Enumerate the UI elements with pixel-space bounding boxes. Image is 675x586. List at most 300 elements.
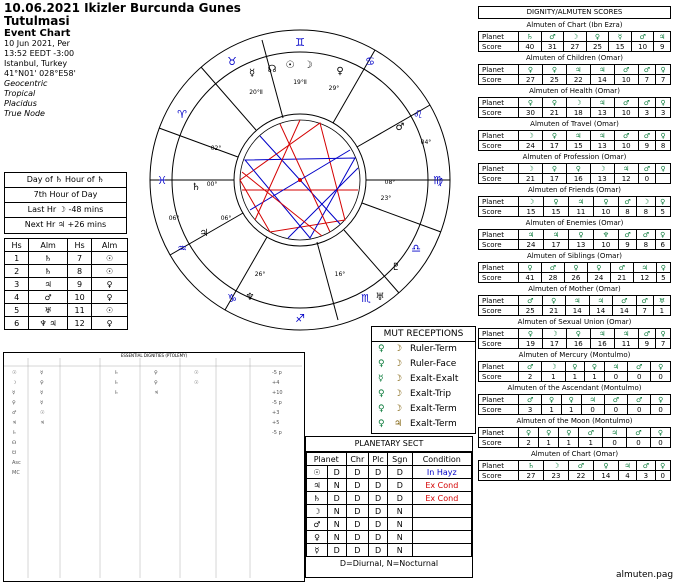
planet-glyph: ♀ (539, 428, 559, 438)
planet-glyph: ♀ (651, 362, 671, 372)
score-value: 4 (618, 471, 636, 481)
planet-glyph: ♆ (593, 230, 618, 240)
cell: N (388, 518, 413, 531)
planet-glyph: ♃ (589, 296, 613, 306)
row-label: Planet (479, 197, 519, 207)
score-value: 9 (618, 240, 636, 250)
table-row (479, 395, 671, 405)
planet-glyph: ♂ (638, 329, 656, 339)
svg-text:☽: ☽ (303, 60, 313, 71)
svg-text:☿: ☿ (40, 390, 44, 396)
row-label: Score (479, 339, 519, 349)
almuten-block-title: Almuten of Chart (Omar) (530, 450, 619, 458)
svg-text:♀: ♀ (40, 380, 44, 386)
svg-text:06°: 06° (168, 215, 180, 222)
planetary-sect-table (306, 452, 472, 557)
score-value: 16 (566, 174, 590, 184)
almuten-block-title: Almuten of Mother (Omar) (528, 285, 621, 293)
score-value: 1 (559, 438, 579, 448)
cell: ♂ (29, 291, 68, 304)
cell (412, 531, 471, 544)
cell: ♄ (29, 265, 68, 278)
score-value: 0 (604, 372, 627, 382)
svg-text:26°: 26° (254, 271, 266, 278)
planet-a: ♀ (378, 404, 385, 414)
zodiac-system: Tropical (4, 89, 36, 98)
column-header: Chr (346, 453, 369, 466)
planet-glyph: ♂ (519, 362, 542, 372)
cell: D (346, 492, 369, 505)
planet-glyph: ♂ (631, 32, 654, 42)
score-value: 0 (604, 405, 627, 415)
svg-text:+10: +10 (272, 390, 283, 396)
cell: ♅ (29, 304, 68, 317)
score-value: 0 (627, 438, 651, 448)
planet-glyph: ♀ (542, 164, 566, 174)
score-value: 14 (593, 471, 618, 481)
svg-text:☿: ☿ (248, 68, 256, 79)
reception-row (372, 342, 475, 357)
cell: 7 (67, 252, 91, 265)
cell: N (388, 531, 413, 544)
planet-glyph: ☽ (519, 197, 544, 207)
dignity-almuten-title: DIGNITY/ALMUTEN SCORES (478, 6, 671, 19)
table-row (307, 466, 472, 479)
planet-glyph: ☽ (590, 164, 614, 174)
planet-glyph: ♀ (519, 329, 543, 339)
planet-glyph: ♃ (581, 395, 604, 405)
planet-glyph: ♃ (614, 329, 638, 339)
row-label: Planet (479, 395, 519, 405)
score-value: 24 (519, 141, 543, 151)
chart-title: 10.06.2021 Ikizler Burcunda Gunes Tutulmasi (4, 1, 241, 28)
table-row (479, 75, 671, 85)
score-value: 27 (519, 75, 543, 85)
score-value: 8 (656, 141, 671, 151)
almuten-block (478, 383, 671, 415)
score-value: 19 (519, 339, 543, 349)
score-value: 0 (638, 174, 656, 184)
row-label: Planet (479, 65, 519, 75)
svg-text:+4: +4 (272, 380, 280, 386)
planet-glyph: ♀ (519, 65, 543, 75)
svg-text:♄: ♄ (114, 370, 119, 376)
row-label: Planet (479, 428, 519, 438)
score-value: 1 (542, 405, 562, 415)
table-row (307, 544, 472, 557)
column-header: Hs (5, 239, 29, 252)
almuten-block (478, 218, 671, 250)
cell: D (328, 544, 346, 557)
svg-text:☽: ☽ (12, 380, 17, 386)
planet-glyph: ♃ (543, 230, 568, 240)
table-row (5, 304, 128, 317)
svg-text:23°: 23° (380, 195, 392, 202)
svg-text:19°Ⅱ: 19°Ⅱ (293, 79, 307, 86)
score-value: 24 (587, 273, 610, 283)
planet-glyph: ♀ (655, 197, 671, 207)
reception-label: Exalt-Term (410, 404, 457, 414)
row-label: Planet (479, 296, 519, 306)
svg-text:♂: ♂ (12, 410, 17, 416)
last-hour-row: Last Hr ☽ -48 mins (5, 203, 126, 218)
planet-glyph: ♀ (587, 263, 610, 273)
score-value: 17 (542, 174, 566, 184)
table-row (307, 505, 472, 518)
cell: ♀ (92, 291, 128, 304)
planet-glyph: ♀ (656, 65, 671, 75)
planet-a: ♀ (378, 419, 385, 429)
svg-text:♃: ♃ (12, 420, 17, 426)
almuten-block (478, 152, 671, 184)
reception-row (372, 402, 475, 417)
score-value: 41 (519, 273, 542, 283)
almuten-block-title: Almuten of Travel (Omar) (530, 120, 619, 128)
table-row (479, 131, 671, 141)
score-value: 14 (589, 306, 613, 316)
almuten-block (478, 449, 671, 481)
planet-glyph: ♂ (610, 263, 633, 273)
planet-b: ☽ (394, 359, 403, 369)
score-value: 8 (637, 240, 655, 250)
planet-glyph: ☽ (519, 164, 543, 174)
svg-text:♀: ♀ (336, 66, 344, 77)
planet-glyph: ♂ (636, 296, 653, 306)
cell: 5 (5, 304, 29, 317)
reception-label: Exalt-Trip (410, 389, 452, 399)
planet-glyph: ♃ (604, 362, 627, 372)
row-label: Score (479, 108, 519, 118)
cell: 11 (67, 304, 91, 317)
score-value: 25 (586, 42, 609, 52)
planet-a: ☿ (378, 374, 384, 384)
planet-glyph: ♂ (519, 395, 542, 405)
svg-text:☉: ☉ (12, 370, 17, 376)
cell: Ex Cond (412, 479, 471, 492)
cell (412, 544, 471, 557)
svg-text:♀: ♀ (154, 380, 158, 386)
score-value: 17 (542, 141, 566, 151)
planet-glyph: ♀ (542, 65, 566, 75)
score-value: 14 (613, 306, 637, 316)
planet-glyph: ♂ (613, 296, 637, 306)
planet-glyph: ♀ (656, 263, 670, 273)
table-row (307, 479, 472, 492)
planet-glyph: ♂ (627, 428, 651, 438)
svg-text:♐: ♐ (295, 312, 305, 325)
reception-row (372, 417, 475, 432)
table-row (479, 207, 671, 217)
table-row (5, 265, 128, 278)
cell: N (328, 531, 346, 544)
svg-text:♎: ♎ (411, 242, 421, 255)
row-label: Planet (479, 230, 519, 240)
planet-a: ♀ (378, 344, 385, 354)
planet-glyph: ♂ (638, 65, 656, 75)
file-name: almuten.pag (616, 570, 674, 580)
score-value: 2 (519, 372, 542, 382)
score-value: 24 (519, 240, 544, 250)
svg-text:♅: ♅ (375, 292, 385, 303)
score-value: 10 (614, 108, 638, 118)
svg-text:♀: ♀ (154, 370, 158, 376)
zodiac-type: Geocentric (4, 79, 48, 88)
svg-text:♄: ♄ (114, 380, 119, 386)
svg-text:29°: 29° (328, 85, 340, 92)
almuten-table (478, 196, 671, 217)
score-value: 10 (631, 42, 654, 52)
almuten-block (478, 416, 671, 448)
table-row (479, 329, 671, 339)
table-row (5, 317, 128, 330)
almuten-table (478, 328, 671, 349)
reception-label: Exalt-Exalt (410, 374, 459, 384)
score-value: 23 (543, 471, 568, 481)
svg-text:☋: ☋ (12, 450, 17, 456)
planet-b: ☽ (394, 374, 403, 384)
planet-glyph: ♅ (653, 296, 670, 306)
planet-glyph: ♀ (655, 230, 671, 240)
svg-text:♆: ♆ (245, 292, 255, 303)
table-row (479, 32, 671, 42)
score-value: 11 (568, 207, 593, 217)
svg-text:☿: ☿ (40, 370, 44, 376)
planet-glyph: ♀ (542, 296, 566, 306)
planet-glyph: ♀ (564, 263, 587, 273)
cell: D (388, 466, 413, 479)
table-row (479, 306, 671, 316)
reception-row (372, 357, 475, 372)
score-value: 13 (590, 174, 614, 184)
score-value: 12 (633, 273, 656, 283)
table-row (479, 273, 671, 283)
table-row (479, 174, 671, 184)
cell: D (369, 505, 388, 518)
cell: D (346, 466, 369, 479)
score-value: 9 (638, 339, 656, 349)
score-value: 3 (656, 108, 671, 118)
planet-a: ♀ (378, 359, 385, 369)
sect-legend: D=Diurnal, N=Nocturnal (339, 559, 439, 568)
score-value: 21 (519, 174, 543, 184)
score-value: 25 (542, 75, 566, 85)
cell: D (369, 466, 388, 479)
table-row (479, 296, 671, 306)
score-value: 0 (651, 372, 671, 382)
score-value: 0 (655, 471, 671, 481)
planet-glyph: ♀ (655, 461, 671, 471)
cell: ♀ (92, 278, 128, 291)
svg-text:08°: 08° (384, 179, 396, 186)
cell: 6 (5, 317, 29, 330)
cell: ♂ (307, 518, 328, 531)
cell: D (346, 505, 369, 518)
cell: 9 (67, 278, 91, 291)
planet-glyph: ♃ (614, 164, 638, 174)
hour-of-day-row: 7th Hour of Day (5, 188, 126, 203)
score-value: 28 (541, 273, 564, 283)
almuten-block (478, 20, 671, 52)
almuten-block-title: Almuten of Chart (Ibn Ezra) (526, 21, 623, 29)
place-line: Istanbul, Turkey (4, 59, 68, 68)
almuten-table (478, 229, 671, 250)
column-header: Alm (29, 239, 68, 252)
score-value: 1 (585, 372, 605, 382)
planet-glyph: ☽ (542, 329, 566, 339)
cell (412, 518, 471, 531)
table-row (479, 405, 671, 415)
planet-glyph: ♂ (618, 197, 636, 207)
house-system: Placidus (4, 99, 37, 108)
table-row (5, 291, 128, 304)
table-row (479, 428, 671, 438)
score-value: 27 (564, 42, 587, 52)
almuten-block (478, 284, 671, 316)
table-row (479, 230, 671, 240)
planet-glyph: ☿ (609, 32, 632, 42)
planet-glyph: ♀ (561, 395, 581, 405)
score-value: 0 (581, 405, 604, 415)
score-value: 10 (614, 141, 638, 151)
cell: ♀ (92, 317, 128, 330)
column-header: Sgn (388, 453, 413, 466)
planetary-sect-box (305, 436, 473, 578)
cell: D (369, 518, 388, 531)
planet-a: ♀ (378, 389, 385, 399)
svg-text:♄: ♄ (12, 430, 17, 436)
score-value: 1 (565, 372, 585, 382)
row-label: Planet (479, 263, 519, 273)
row-label: Score (479, 174, 519, 184)
score-value: 1 (653, 306, 670, 316)
cell: In Hayz (412, 466, 471, 479)
table-row (479, 372, 671, 382)
cell: N (328, 479, 346, 492)
score-value: 31 (541, 42, 564, 52)
score-value: 1 (561, 405, 581, 415)
almuten-block-title: Almuten of Siblings (Omar) (526, 252, 623, 260)
planet-glyph: ♀ (586, 32, 609, 42)
score-value: 8 (637, 207, 655, 217)
svg-text:☊: ☊ (267, 64, 277, 75)
cell: D (346, 479, 369, 492)
svg-text:♄: ♄ (191, 182, 201, 193)
cell: ♄ (307, 492, 328, 505)
table-row (479, 108, 671, 118)
cell: 2 (5, 265, 29, 278)
cell: ♃ (29, 278, 68, 291)
planet-glyph: ♂ (604, 395, 627, 405)
score-value: 17 (542, 339, 566, 349)
almuten-block-title: Almuten of Enemies (Omar) (525, 219, 624, 227)
column-header: Condition (412, 453, 471, 466)
svg-text:♓: ♓ (157, 174, 167, 187)
node-type: True Node (4, 109, 45, 118)
score-value: 0 (651, 405, 671, 415)
almuten-table (478, 394, 671, 415)
cell: ☉ (307, 466, 328, 479)
cell: Ex Cond (412, 492, 471, 505)
planet-glyph: ♃ (590, 65, 614, 75)
planet-glyph: ☽ (542, 362, 565, 372)
table-row (479, 263, 671, 273)
planet-glyph: ♂ (628, 362, 651, 372)
planet-glyph: ☽ (519, 131, 543, 141)
house-almuten-table (4, 238, 128, 330)
planet-glyph: ♀ (593, 197, 618, 207)
score-value: 10 (593, 240, 618, 250)
planet-glyph: ♂ (579, 428, 603, 438)
column-header: Planet (307, 453, 347, 466)
cell: D (369, 544, 388, 557)
next-hour-row: Next Hr ♃ +26 mins (24, 220, 107, 229)
row-label: Score (479, 306, 519, 316)
score-value: 1 (542, 372, 565, 382)
date-line: 10 Jun 2021, Per (4, 39, 70, 48)
row-label: Score (479, 75, 519, 85)
planet-glyph: ♂ (614, 98, 638, 108)
time-line: 13:52 EEDT -3:00 (4, 49, 75, 58)
row-label: Score (479, 240, 519, 250)
mutual-receptions-box (371, 326, 476, 434)
essential-dignities-grid (4, 358, 302, 578)
svg-text:♃: ♃ (154, 390, 159, 396)
planet-glyph: ♃ (654, 32, 671, 42)
score-value: 26 (564, 273, 587, 283)
almuten-block-title: Almuten of Children (Omar) (526, 54, 623, 62)
planet-glyph: ♂ (637, 461, 655, 471)
dignity-almuten-panel (478, 6, 671, 481)
svg-text:♃: ♃ (40, 420, 45, 426)
row-label: Score (479, 42, 519, 52)
cell: 10 (67, 291, 91, 304)
row-label: Planet (479, 362, 519, 372)
column-header: Plc (369, 453, 388, 466)
row-label: Planet (479, 98, 519, 108)
svg-text:♃: ♃ (199, 228, 209, 239)
svg-text:♌: ♌ (413, 108, 423, 121)
svg-text:☉: ☉ (40, 410, 45, 416)
planet-glyph: ♀ (568, 230, 593, 240)
planet-glyph: ♃ (519, 230, 544, 240)
cell: N (388, 505, 413, 518)
cell: ☽ (307, 505, 328, 518)
score-value: 14 (590, 75, 614, 85)
planet-glyph: ♀ (519, 98, 543, 108)
cell: D (369, 479, 388, 492)
almuten-block-title: Almuten of Health (Omar) (529, 87, 620, 95)
score-value: 5 (656, 273, 670, 283)
planet-glyph: ☽ (564, 32, 587, 42)
reception-row (372, 387, 475, 402)
row-label: Score (479, 405, 519, 415)
cell: ☉ (92, 304, 128, 317)
score-value: 13 (590, 108, 614, 118)
svg-text:+3: +3 (272, 410, 280, 416)
score-value: 25 (519, 306, 543, 316)
table-row (5, 252, 128, 265)
planet-glyph: ☽ (637, 197, 655, 207)
score-value: 0 (603, 438, 627, 448)
table-row (307, 531, 472, 544)
reception-label: Exalt-Term (410, 419, 457, 429)
planet-glyph: ♀ (566, 164, 590, 174)
row-label: Planet (479, 461, 519, 471)
planet-b: ☽ (394, 389, 403, 399)
svg-text:02°: 02° (210, 145, 222, 152)
cell: 4 (5, 291, 29, 304)
mutual-receptions-title: MUT RECEPTIONS (372, 327, 475, 342)
